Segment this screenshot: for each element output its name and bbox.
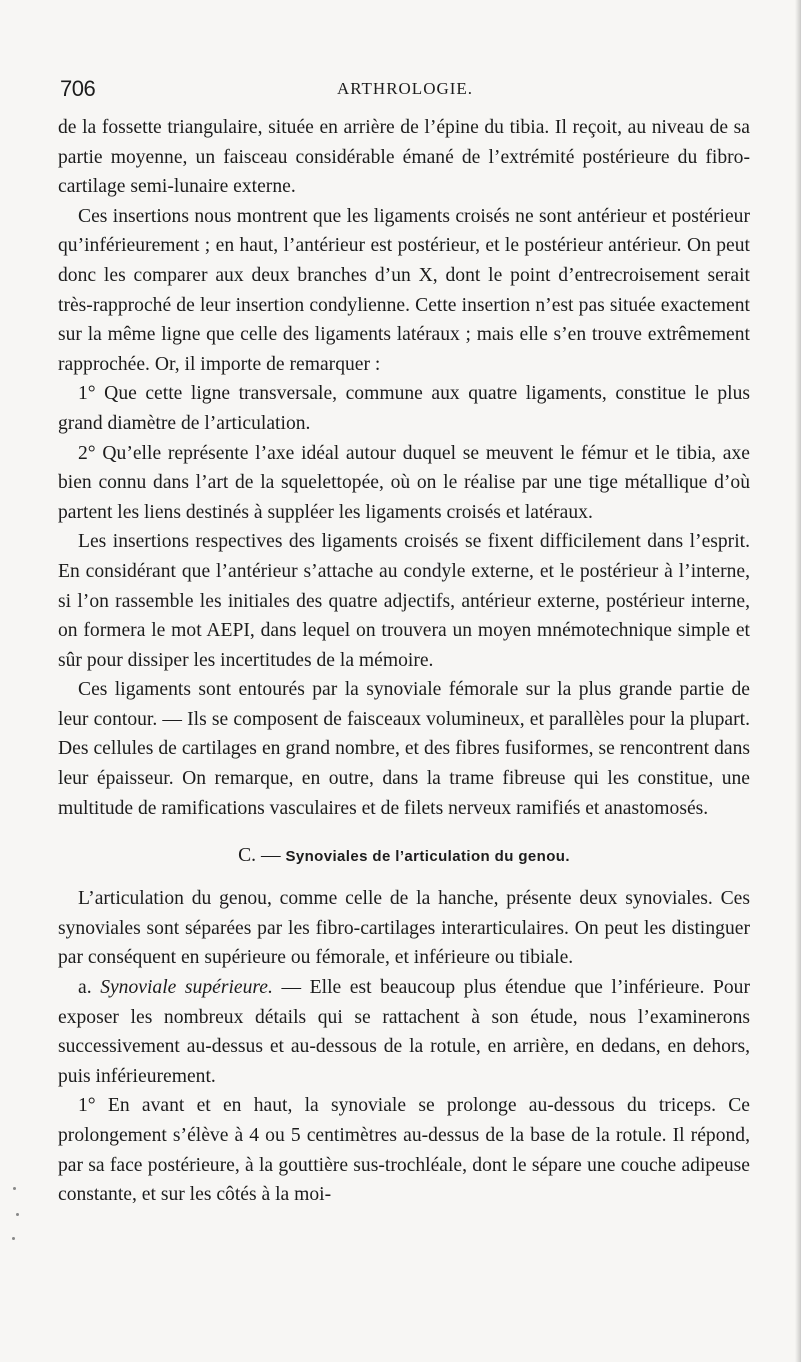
subsection-letter: a.	[78, 977, 92, 999]
paragraph: Les insertions respectives des ligaments croisés se fixent difficilement dans l’esprit. En considérant que l’antérieur s’attache au condyle externe, et le postérieur à l’interne, si l’on rassemble les initiales des quatre adjectifs, antérieur externe, postérieur interne, on formera le mot AEPI, dans lequel on trouvera un moyen mnémotechnique simple et sûr pour dissiper les incertitudes de la mémoire.	[58, 531, 750, 671]
page-header	[60, 76, 750, 106]
paragraph: 1° En avant et en haut, la synoviale se prolonge au-dessous du triceps. Ce prolongement s’élève à 4 ou 5 centimètres au-dessus de la base de la rotule. Il répond, par sa face postérieure, à la gouttière sus-trochléale, dont le sépare une couche adipeuse constante, et sur les côtés à la moi-	[58, 1095, 750, 1206]
paragraph: 1° Que cette ligne transversale, commune aux quatre ligaments, constitue le plus grand diamètre de l’articulation.	[58, 383, 750, 434]
section-letter: C.	[238, 845, 257, 867]
section-dash: —	[260, 845, 281, 867]
subsection-text: — Elle est beaucoup plus étendue que l’inférieure. Pour exposer les nombreux détails qui se rattachent à son étude, nous l’examinerons successivement au-dessus et au-dessous de la rotule, en arrière, en dedans, en dehors, puis inférieurement.	[58, 977, 750, 1087]
section-title: Synoviales de l’articulation du genou.	[285, 848, 570, 866]
section-heading	[58, 843, 750, 870]
paragraph: Ces ligaments sont entourés par la synoviale fémorale sur la plus grande partie de leur contour. — Ils se composent de faisceaux volumineux, et parallèles pour la plupart. Des cellules de cartilages en grand nombre, et des fibres fusiformes, se rencontrent dans leur épaisseur. On remarque, en outre, dans la trame fibreuse qui les constitue, une multitude de ramifications vasculaires et de filets nerveux ramifiés et anastomosés.	[58, 679, 750, 819]
page-edge-shadow	[795, 0, 801, 1362]
margin-specks	[12, 1185, 20, 1245]
page-number: 706	[60, 76, 96, 101]
paragraph: Ces insertions nous montrent que les ligaments croisés ne sont antérieur et postérieur qu’inférieurement ; en haut, l’antérieur est postérieur, et le postérieur antérieur. On peut donc les comparer aux deux branches d’un X, dont le point d’entrecroisement serait très-rapproché de leur insertion condylienne. Cette insertion n’est pas située exactement sur la même ligne que celle des ligaments latéraux ; mais elle s’en trouve extrêmement rapprochée. Or, il importe de remarquer :	[58, 205, 750, 375]
running-title: ARTHROLOGIE.	[336, 79, 474, 98]
paragraph: 2° Qu’elle représente l’axe idéal autour duquel se meuvent le fémur et le tibia, axe bien connu dans l’art de la squelettopée, où on le réalise par une tige métallique d’où partent les liens destinés à suppléer les ligaments croisés et latéraux.	[58, 442, 750, 523]
subsection-title: Synoviale supérieure.	[100, 977, 273, 999]
subsection-paragraph	[58, 973, 750, 1091]
body-text	[58, 113, 750, 1210]
paragraph: de la fossette triangulaire, située en arrière de l’épine du tibia. Il reçoit, au niveau de sa partie moyenne, un faisceau considérable émané de l’extrémité postérieure du fibro-cartilage semi-lunaire externe.	[58, 117, 750, 198]
paragraph: L’articulation du genou, comme celle de la hanche, présente deux synoviales. Ces synoviales sont séparées par les fibro-cartilages interarticulaires. On peut les distinguer par conséquent en supérieure ou fémorale, et inférieure ou tibiale.	[58, 888, 750, 969]
